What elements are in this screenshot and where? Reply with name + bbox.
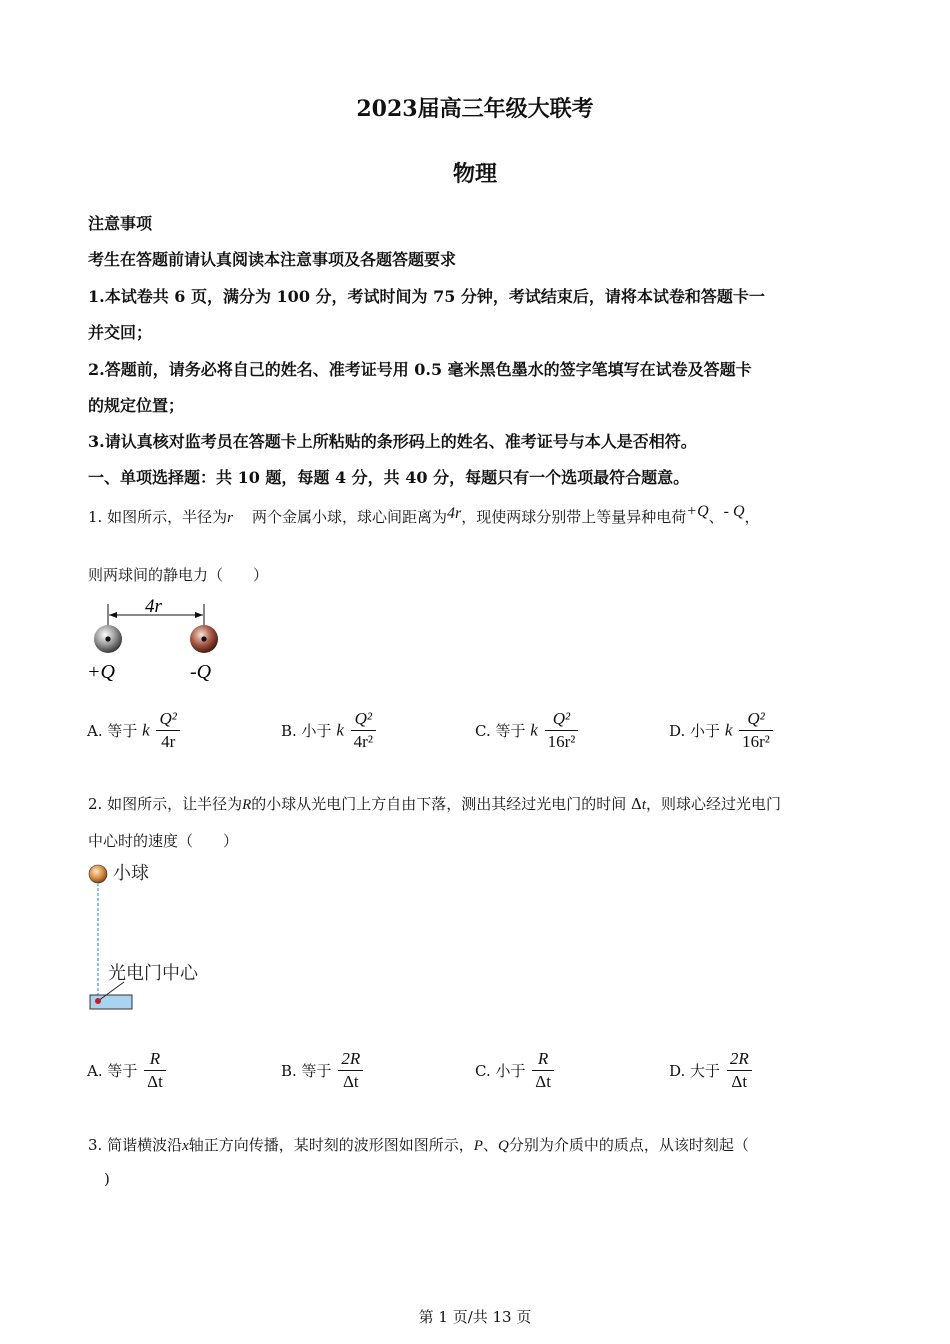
q3-var-x: x xyxy=(182,1138,189,1154)
q2-text-a: 2. 如图所示，让半径为 xyxy=(88,795,243,813)
q1-figure xyxy=(86,592,236,687)
q1-option-b-num: Q² xyxy=(351,708,376,731)
q2-option-a-fraction xyxy=(144,1048,166,1093)
q1-option-d-fraction xyxy=(739,708,773,753)
q1-option-c-num: Q² xyxy=(545,708,579,731)
q1-option-c-den: 16r² xyxy=(547,732,576,751)
exam-title: 2023届高三年级大联考 xyxy=(356,96,594,122)
q1-separator: 、 xyxy=(708,508,724,526)
q1-option-d-label: D. 小于 xyxy=(669,722,721,740)
notice-item-1-cont: 并交回； xyxy=(88,323,153,342)
q2-ball-label: 小球 xyxy=(113,863,149,884)
q3-var-Q: Q xyxy=(497,1138,509,1154)
q3-text-a: 3. 简谐横波沿 xyxy=(88,1136,183,1154)
q1-option-c-fraction xyxy=(545,708,579,753)
q1-option-d-num: Q² xyxy=(739,708,773,731)
q1-option-b-label: B. 小于 xyxy=(281,722,332,740)
q1-option-a[interactable] xyxy=(87,708,180,753)
q1-option-c[interactable] xyxy=(475,708,578,753)
q2-option-b-fraction xyxy=(338,1048,363,1093)
q1-distance: 4r xyxy=(447,505,462,522)
q1-var-r: r xyxy=(227,510,233,526)
q2-option-b-den: Δt xyxy=(342,1072,359,1091)
q2-option-a-num: R xyxy=(144,1048,166,1071)
q2-option-a-den: Δt xyxy=(147,1072,163,1091)
q1-option-a-den: 4r xyxy=(161,732,176,751)
q2-gate-label: 光电门中心 xyxy=(108,963,198,984)
q2-option-c-fraction xyxy=(532,1048,554,1093)
question-2-line-2: 中心时的速度（ ） xyxy=(88,832,239,850)
q3-var-P: P xyxy=(473,1138,483,1154)
q2-option-b-label: B. 等于 xyxy=(281,1062,332,1080)
q2-option-a[interactable] xyxy=(87,1048,166,1093)
q2-option-c-den: Δt xyxy=(535,1072,551,1091)
q2-text-c: ，则球心经过光电门 xyxy=(646,795,782,813)
q1-option-b-den: 4r² xyxy=(353,732,373,751)
section-1-heading: 一、单项选择题：共 10 题，每题 4 分，共 40 分，每题只有一个选项最符合题意。 xyxy=(88,468,690,487)
q1-option-b[interactable] xyxy=(281,708,376,753)
notice-item-1: 1.本试卷共 6 页，满分为 100 分，考试时间为 75 分钟，考试结束后，请将本试卷和答题卡一 xyxy=(88,287,765,306)
q2-option-d-fraction xyxy=(727,1048,752,1093)
q2-option-c-num: R xyxy=(532,1048,554,1071)
q1-distance-label: 4r xyxy=(145,596,162,617)
q1-text-b: 两个金属小球，球心间距离为 xyxy=(252,508,448,526)
q2-text-b: 的小球从光电门上方自由下落，测出其经过光电门的时间 Δ xyxy=(251,795,642,813)
notice-intro: 考生在答题前请认真阅读本注意事项及各题答题要求 xyxy=(88,250,457,269)
q1-option-b-k: k xyxy=(336,720,344,740)
q1-text-a: 1. 如图所示，半径为 xyxy=(88,508,228,526)
q1-option-a-num: Q² xyxy=(156,708,179,731)
q1-right-charge-label: -Q xyxy=(190,661,212,683)
q3-separator: 、 xyxy=(482,1136,498,1154)
q1-charge-positive: +Q xyxy=(686,503,709,520)
q1-option-b-fraction xyxy=(351,708,376,753)
q1-option-a-fraction xyxy=(156,708,179,753)
q1-option-c-k: k xyxy=(530,720,538,740)
q2-option-d-den: Δt xyxy=(731,1072,748,1091)
q1-arrow-left-icon xyxy=(109,612,117,618)
q1-option-d[interactable] xyxy=(669,708,773,753)
q1-arrow-right-icon xyxy=(195,612,203,618)
q1-option-a-k: k xyxy=(142,720,150,740)
q1-right-center-dot xyxy=(201,636,206,641)
q1-left-charge-label: +Q xyxy=(87,661,115,683)
q2-option-b-num: 2R xyxy=(338,1048,363,1071)
q1-option-c-label: C. 等于 xyxy=(475,722,526,740)
page-footer: 第 1 页/共 13 页 xyxy=(418,1308,532,1326)
q2-option-b[interactable] xyxy=(281,1048,363,1093)
notice-heading: 注意事项 xyxy=(88,214,153,233)
q1-option-d-k: k xyxy=(724,720,733,740)
q2-figure xyxy=(84,858,244,1016)
q1-left-center-dot xyxy=(105,636,110,641)
question-3-line-2: ) xyxy=(104,1170,110,1188)
question-3-text xyxy=(88,1134,749,1155)
q2-var-R: R xyxy=(242,797,252,813)
q2-option-c[interactable] xyxy=(475,1048,554,1093)
q2-gate-center-dot xyxy=(95,998,101,1004)
q3-text-c: 分别为介质中的质点，从该时刻起（ xyxy=(508,1136,749,1154)
notice-item-3: 3.请认真核对监考员在答题卡上所粘贴的条形码上的姓名、准考证号与本人是否相符。 xyxy=(88,432,697,451)
q2-option-c-label: C. 小于 xyxy=(475,1062,526,1080)
question-2-text xyxy=(88,793,781,814)
q1-comma: ， xyxy=(744,508,760,526)
question-1-line-2: 则两球间的静电力（ ） xyxy=(88,566,269,584)
q1-text-c: ，现使两球分别带上等量异种电荷 xyxy=(461,508,687,526)
notice-item-2: 2.答题前，请务必将自己的姓名、准考证号用 0.5 毫米黑色墨水的签字笔填写在试卷及答题卡 xyxy=(88,360,752,379)
subject-title: 物理 xyxy=(452,161,497,187)
q1-charge-negative: - Q xyxy=(723,503,745,520)
q1-option-a-label: A. 等于 xyxy=(87,722,138,740)
q2-option-d-num: 2R xyxy=(727,1048,752,1071)
question-1-text xyxy=(88,503,760,527)
q2-option-d-label: D. 大于 xyxy=(669,1062,721,1080)
q2-var-t: t xyxy=(641,797,647,813)
q2-ball xyxy=(89,865,107,883)
q3-text-b: 轴正方向传播，某时刻的波形图如图所示， xyxy=(188,1136,474,1154)
q1-option-d-den: 16r² xyxy=(742,732,770,751)
q2-option-a-label: A. 等于 xyxy=(87,1062,138,1080)
notice-item-2-cont: 的规定位置； xyxy=(88,396,185,415)
q2-option-d[interactable] xyxy=(669,1048,752,1093)
